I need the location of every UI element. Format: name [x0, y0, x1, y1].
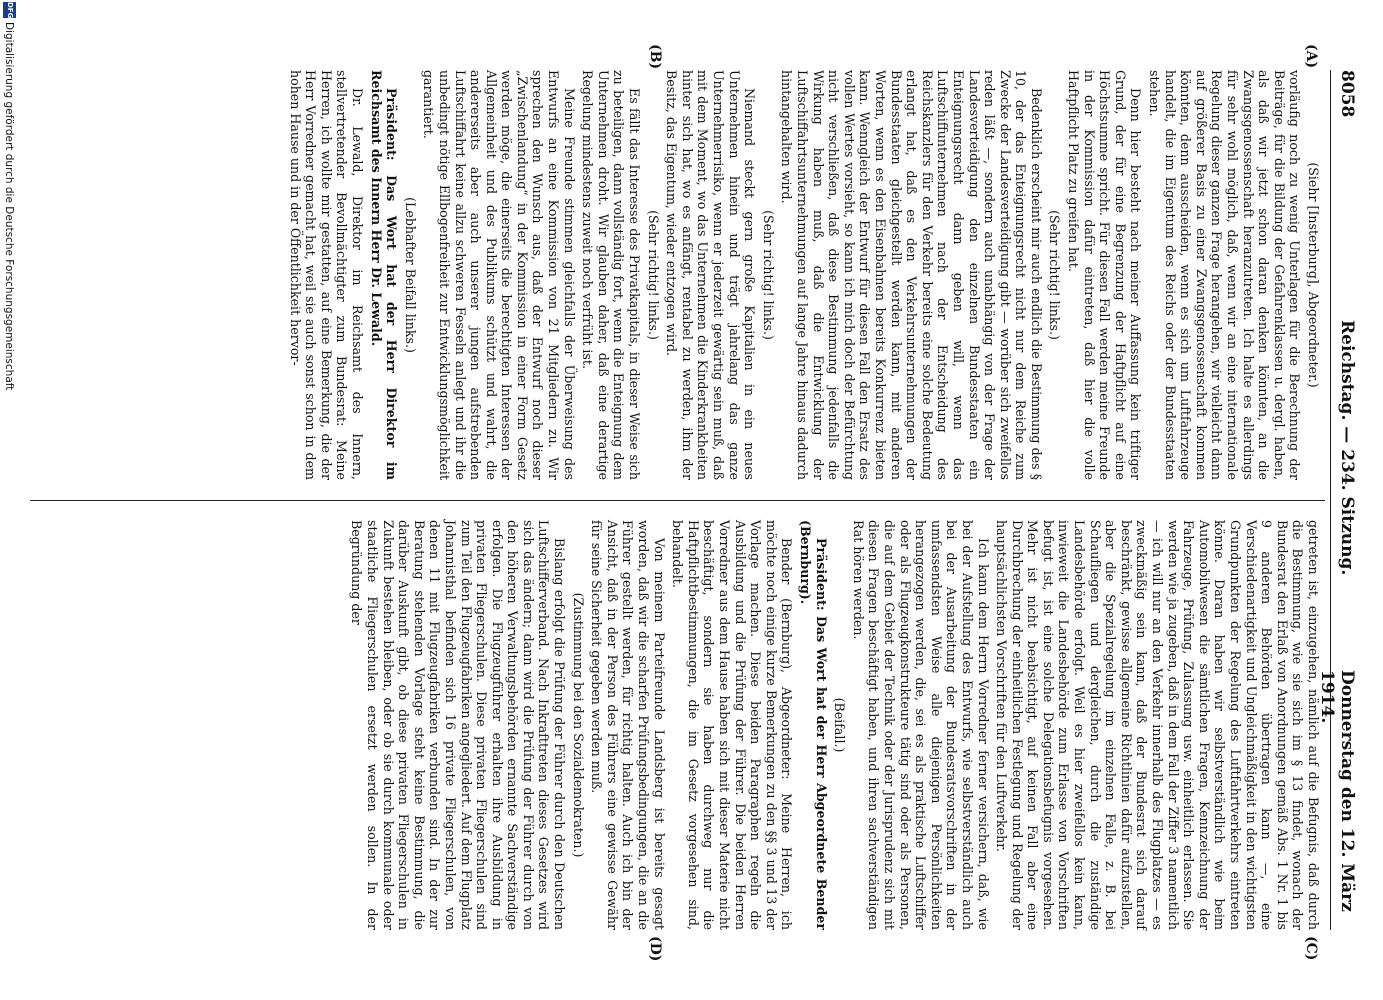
paragraph: Niemand steckt gern große Kapitalien in ein neues Unternehmen hinein und trägt jahrelang das ganze Unternehmerrisiko, wenn er jederzeit gewärtig sein muß, daß mit dem Moment, wo das Unternehmen die Kinderkrankheiten hinter sich hat, wo es anfängt, rentabel zu werden, ihm der Besitz, das Eigentum, wieder entzogen wird.: [664, 70, 758, 480]
paragraph: Denn hier besteht nach meiner Auffassung kein triftiger Grund, der für eine Begrenzung der Haftpflicht auf eine Höchstsumme spricht. Für diesen Fall werden meine Freunde in der Kommission dafür eintreten, daß hier die volle Haftpflicht Platz zu greifen hat.: [1066, 70, 1144, 480]
paragraph: Meine Freunde stimmen gleichfalls der Überweisung des Entwurfs an eine Kommission von 21 Mitgliedern zu. Wir sprechen den Wunsch aus, daß der Entwurf noch dieser „Zwischenlandung“ in der Kommission in einer Form Gesetz werden möge, die einerseits die berechtigten Interessen der Allgemeinheit und des Publikums schützt und wahrt, die andererseits aber auch unserer jungen aufstrebenden Luftschiffahrt keine allzu schweren Fesseln anlegt und ihr die unbedingt nötige Ellbogenfreiheit zur Entwicklungsmöglichkeit garantiert.: [421, 70, 577, 480]
speaker-paragraph: Dr. Lewald, Direktor im Reichsamt des Innern, stellvertretender Bevollmächtigter zum Bundesrat: Meine Herren, ich wollte mir gestatten, auf eine Bemerkung, die der Herr Vorredner gemacht hat, weil sie auch sonst schon in dem hohen Hause und in der Öffentlichkeit hervor-: [287, 70, 365, 480]
interjection: (Lebhafter Beifall links.): [402, 197, 418, 353]
president-statement: Präsident: Das Wort hat der Herr Abgeordnete Bender (Bernburg).: [798, 520, 829, 930]
president-statement: Präsident: Das Wort hat der Herr Direktor im Reichsamt des Innern Herr Dr. Lewald.: [368, 70, 400, 480]
paragraph: vorläufig noch zu wenig Unterlagen für die Berechnung der Beiträge, für die Bildung der Gefahrenklassen u. dergl. haben, als daß wir jetzt schon daran denken könnten, an die Zwangsgenossenschaft heranzutreten. Ich halte es allerdings für sehr wohl möglich, daß, wenn wir an eine internationale Regelung dieser ganzen Frage herangehen, wir vielleicht dann auf größerer Basis zu einer Zwangsgenossenschaft kommen könnten, denn ausscheiden, wenn es sich um Luftfahrzeuge handelt, die im Eigentum des Reichs oder der Bundesstaaten stehen.: [1147, 70, 1303, 480]
page-number: 8058: [1337, 70, 1357, 118]
paragraph: Bislang erfolgt die Prüfung der Führer durch den Deutschen Luftschifferverband. Nach Inkrafttreten dieses Gesetzes wird sich das ändern; dann wird die Prüfung der Führer durch von den höheren Verwaltungsbehörden ernannte Sachverständige erfolgen. Die Flugzeugführer erhalten ihre Ausbildung in privaten Fliegerschulen. Diese privaten Fliegerschulen sind zum Teil den Flugzeugfabriken angegliedert. Auf dem Flugplatz Johannisthal befinden sich 16 private Fliegerschulen, von denen 11 mit Flugzeugfabriken verbunden sind. In der zur Beratung stehenden Vorlage steht keine Bestimmung, die darüber Auskunft gibt, ob diese privaten Fliegerschulen in Zukunft bestehen bleiben, oder ob sie durch kommunale oder staatliche Fliegerschulen ersetzt werden sollen. In der Begründung der: [349, 520, 568, 930]
paragraph: getreten ist, einzugehen, nämlich auf die Befugnis, daß durch die Bestimmung, wie sie sich im § 13 findet, wonach der Bundesrat den Erlaß von Anordnungen gemäß Abs. 1 Nr. 1 bis 9 anderen Behörden übertragen kann —, eine Verschiedenartigkeit und Ungleichmäßigkeit in den wichtigsten Grundpunkten der Regelung des Luftfahrtverkehrs eintreten könne. Daran haben wir selbstverständlich wie beim Automobilwesen die sämtlichen Fragen, Kennzeichnung der Fahrzeuge, Prüfung, Zulassung usw. einheitlich erlassen. Sie werden wie ja zugeben, daß in dem Fall der Ziffer 3 namentlich — ich will nur an den Verkehr innerhalb des Flugplatzes — es zweckmäßig sein kann, daß der Bundesrat sich darauf beschränkt, gewisse allgemeine Richtlinien dafür aufzustellen, aber die Spezialregelung im einzelnen Falle, z. B. bei Schaufliegen und dergleichen, durch die zuständige Landesbehörde erfolgt. Weil es hier zweifellos kein kann, inwieweit die Landesbehörde zum Erlasse von Vorschriften befugt ist, ist eine solche Delegationsbefugnis vorgesehen. Mehr ist nicht beabsichtigt, auf keinen Fall aber eine Durchbrechung der einheitlichen Festlegung und Regelung der hauptsächlichsten Vorschriften für den Luftverkehr.: [994, 520, 1321, 930]
paragraph: Von meinem Parteifreunde Landsberg ist bereits gesagt worden, daß wir die scharfen Prüfungsbedingungen, die an die Führer gestellt werden, für richtig halten. Auch ich bin der Ansicht, daß in der Person des Führers eine gewisse Gewähr für seine Sicherheit gegeben werden muß.: [589, 520, 667, 930]
paragraph: Es fällt das Interesse des Privatkapitals, in dieser Weise sich zu beteiligen, dann vollständig fort, wenn die Enteignung dem Unternehmen droht. Wir glauben daher, daß eine derartige Regelung mindestens zuweit noch verfrüht ist.: [580, 70, 643, 480]
margin-letter-d: (D): [647, 936, 663, 962]
margin-letter-c: (C): [1303, 936, 1319, 961]
paragraph: Bedenklich erscheint mir auch endlich die Bestimmung des § 10, der das Enteignungsrecht nicht nur dem Reiche zum Zwecke der Landesverteidigung gibt — worüber sich zweifellos reden läßt —, sondern auch unabhängig von der Frage der Landesverteidigung den einzelnen Bundesstaaten ein Enteignungsrecht dann geben will, wenn das Luftschiffunternehmen nach der Entscheidung des Reichskanzlers für den Verkehr bereits eine solche Bedeutung erlangt hat, daß es den Verkehrsunternehmungen der Bundesstaaten gleichgestellt werden kann, mit anderen Worten, wenn es den Eisenbahnen bereits Konkurrenz bieten kann. Wenngleich der Entwurf für diesen Fall den Ersatz des vollen Wertes vorsieht, so kann ich mich doch der Befürchtung nicht verschließen, daß diese Bestimmung jedenfalls die Wirkung haben muß, daß die Entwicklung der Luftschiffahrtsunternehmungen auf lange Jahre hinaus dadurch hintangehalten wird.: [779, 70, 1044, 480]
header-right-title: Donnerstag den 12. März 1914.: [1317, 670, 1357, 912]
header-left-title: Reichstag. — 234. Sitzung.: [1337, 320, 1357, 576]
credit-text: Digitalisierung gefördert durch die Deutsche Forschungsgemeinschaft: [3, 22, 15, 391]
speaker-continuation: (Siehr [Insterburg], Abgeordneter.): [1306, 162, 1321, 388]
margin-letter-b: (B): [647, 44, 663, 70]
dfg-logo-icon: DFG: [3, 2, 16, 18]
paragraph: Ich kann dem Herrn Vorredner ferner versichern, daß, wie bei der Aufstellung des Entwurfs, wie selbstverständlich auch bei der Ausarbeitung der Bundesratsvorschriften in der umfassendsten Weise alle diejenigen Persönlichkeiten herangezogen werden, die, sei es als praktische Luftschiffer oder als Flugzeugkonstrukteure tätig sind oder als Personen, die auf dem Gebiet der Technik oder der Jurisprudenz sich mit diesen Fragen beschäftigt haben, und ihren sachverständigen Rat hören werden.: [850, 520, 991, 930]
interjection: (Sehr richtig! links.): [645, 210, 661, 340]
margin-letter-a: (A): [1303, 44, 1319, 69]
interjection: (Sehr richtig! links.): [1047, 210, 1063, 340]
column-divider: [30, 500, 1325, 501]
left-column: [284, 70, 1321, 480]
interjection: (Zustimmung bei den Sozialdemokraten.): [570, 592, 586, 858]
page-header: [1317, 70, 1361, 930]
digitization-credit: [0, 0, 18, 1000]
interjection: (Beifall.): [832, 697, 848, 753]
speaker-paragraph: Bender (Bernburg), Abgeordneter: Meine Herren, ich möchte noch einige kurze Bemerkungen zu den §§ 3 und 13 der Vorlage machen. Diese beiden Paragraphen regeln die Ausbildung und die Prüfung der Führer. Die beiden Herren Vorredner aus dem Hause haben sich mit dieser Materie nicht beschäftigt, sondern sie haben durchweg nur die Haftpflichtbestimmungen, die im Gesetz vorgesehen sind, behandelt.: [670, 520, 795, 930]
right-column: [346, 520, 1321, 930]
interjection: (Sehr richtig! links.): [760, 210, 776, 340]
